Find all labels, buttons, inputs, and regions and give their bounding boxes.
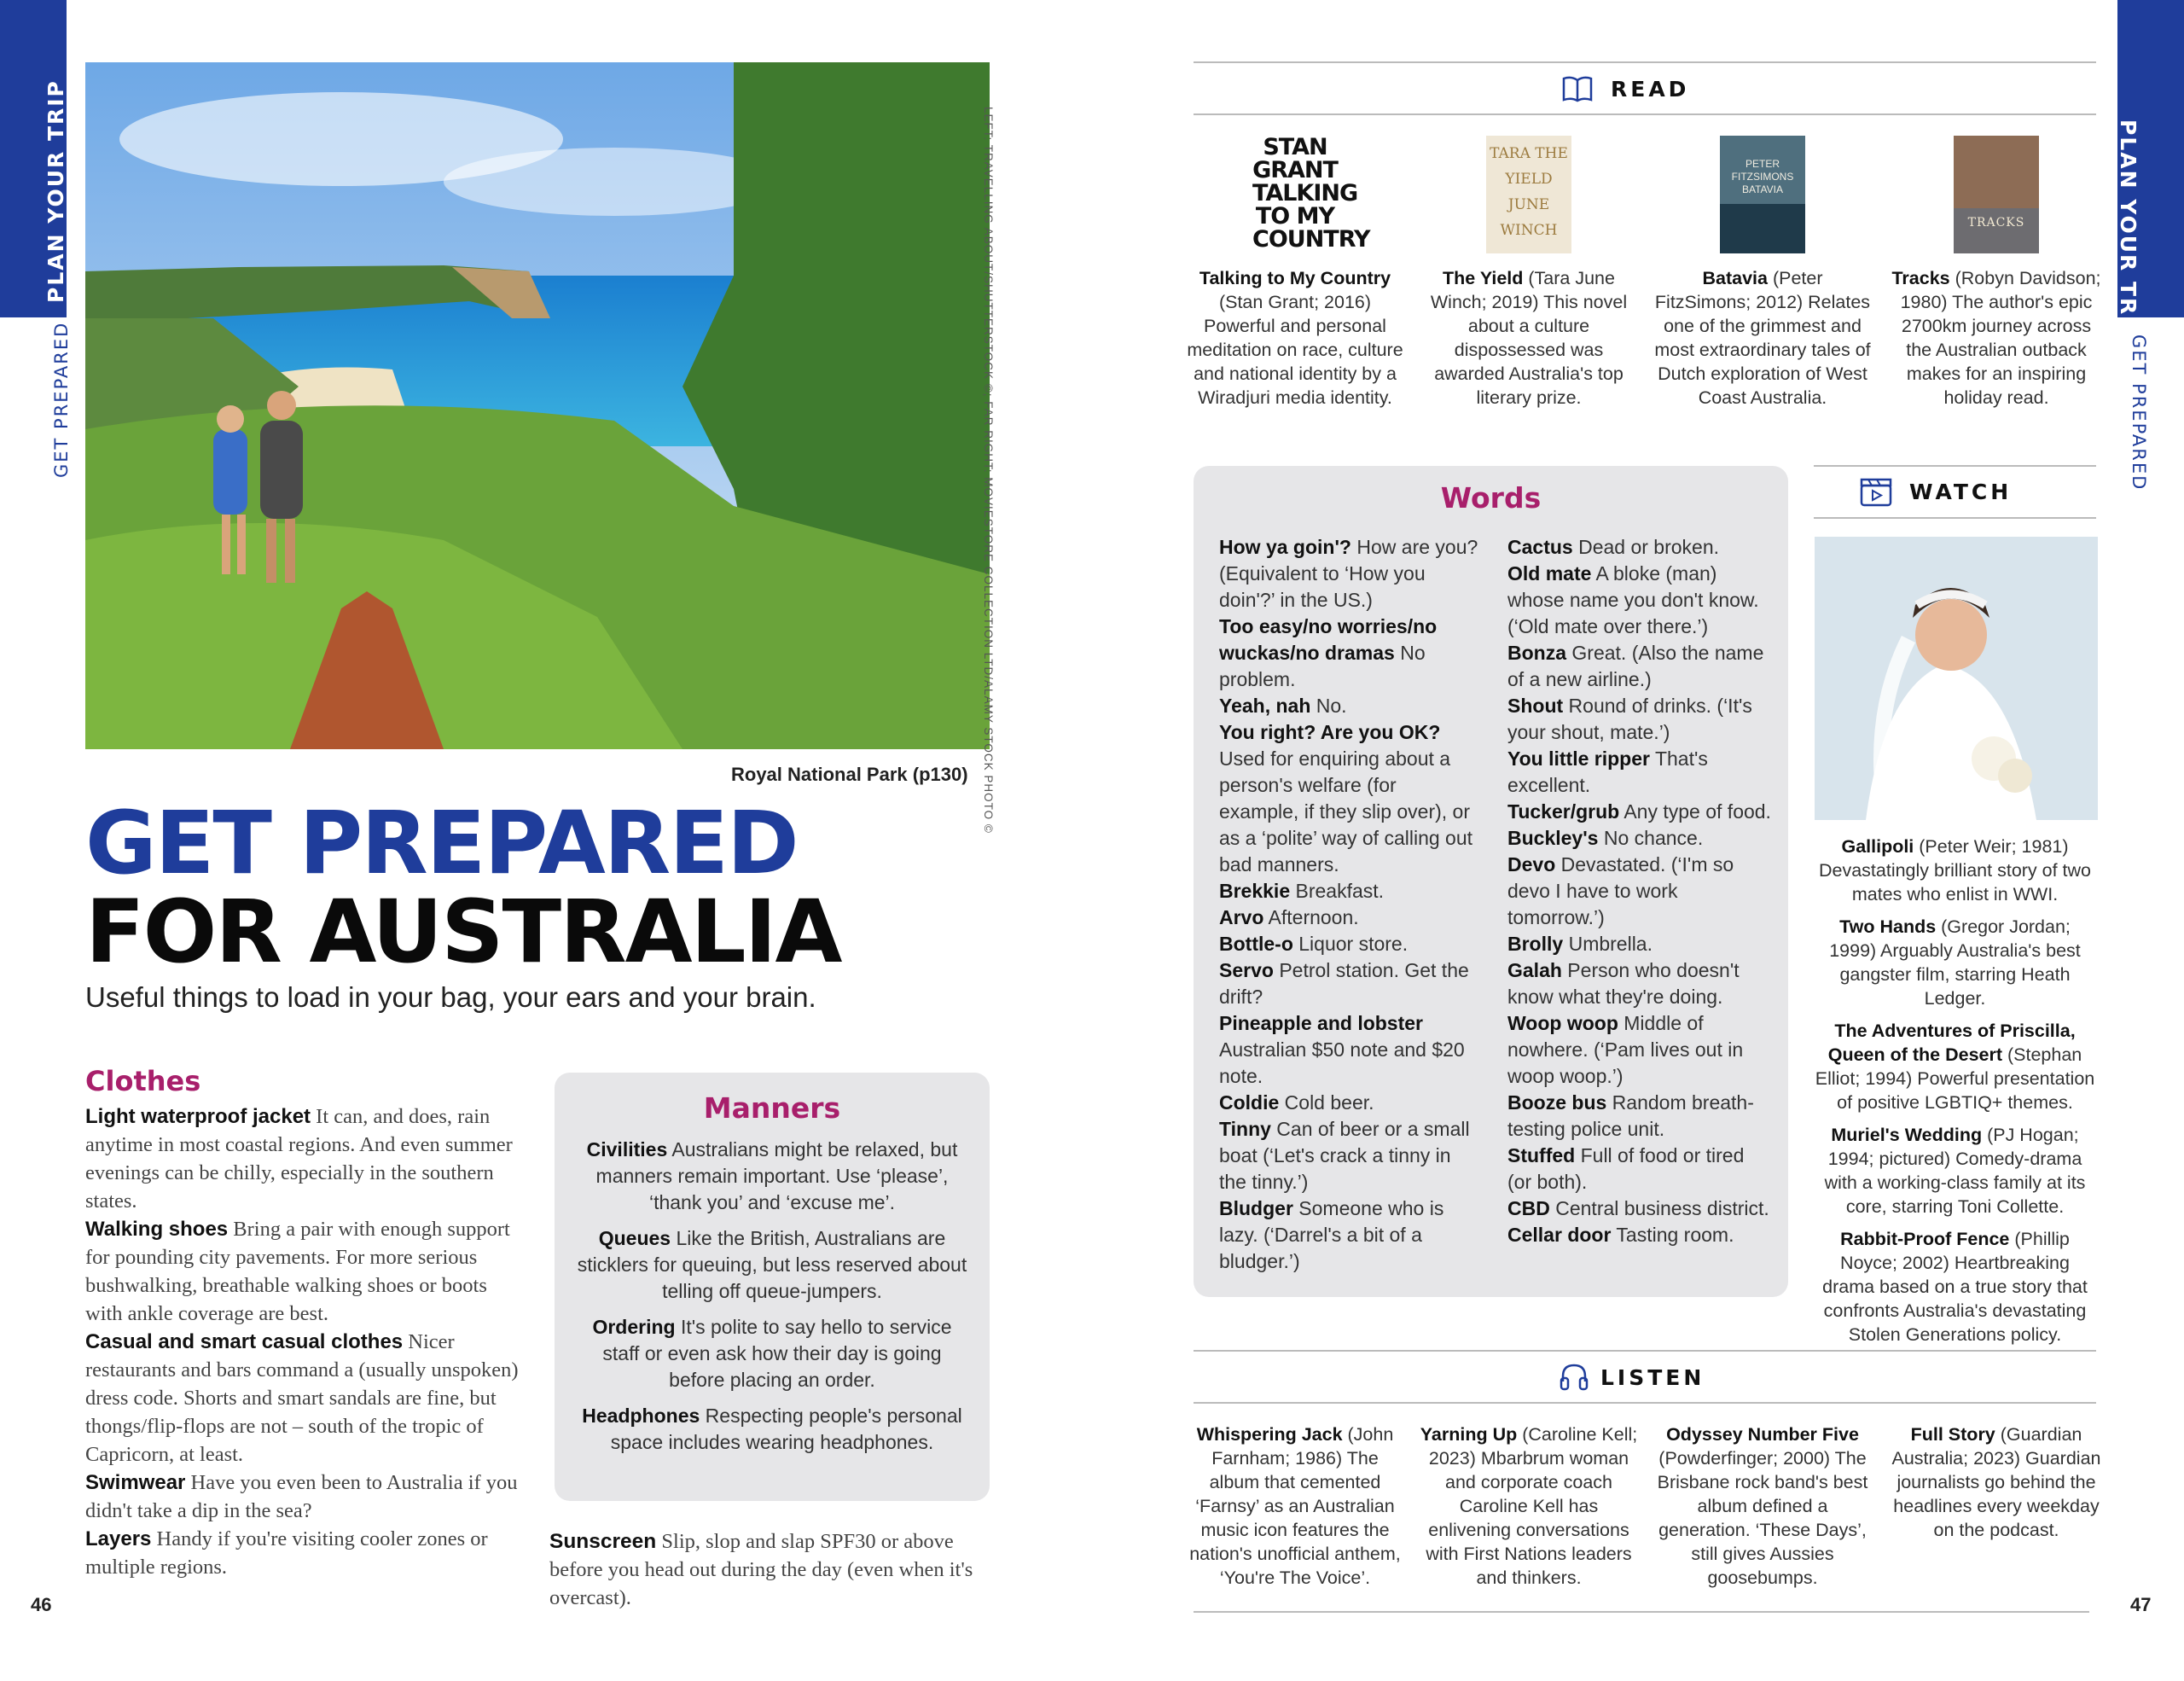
cover-text: TARA THE YIELD JUNE WINCH — [1490, 145, 1568, 239]
word-text: A bloke (man) whose name you don't know. (‘Old mate over there.’) — [1507, 562, 1759, 637]
word-entry — [1219, 1010, 1479, 1090]
page-number-right: 47 — [2130, 1594, 2152, 1615]
word-term: Galah — [1507, 959, 1562, 981]
word-term: Brolly — [1507, 933, 1564, 955]
word-entry — [1507, 931, 1772, 957]
word-text: Umbrella. — [1563, 933, 1653, 955]
word-term: Yeah, nah — [1219, 695, 1311, 717]
listen-entry — [1653, 1422, 1873, 1590]
manners-text: It's polite to say hello to service staff or even ask how their day is going before placing an order. — [602, 1316, 952, 1391]
book-title: The Yield — [1443, 268, 1524, 288]
word-text: Tasting room. — [1611, 1224, 1734, 1246]
film-text: (Peter Weir; 1981) Devastatingly brilliant story of two mates who enlist in WWI. — [1818, 836, 2092, 904]
clothes-term: Swimwear — [85, 1471, 186, 1494]
book-entry — [1419, 266, 1639, 410]
muriels-wedding-still — [1815, 537, 2098, 820]
word-entry — [1219, 693, 1479, 719]
watch-list — [1814, 835, 2096, 1355]
word-text: That's excellent. — [1507, 747, 1708, 796]
word-term: Cellar door — [1507, 1224, 1612, 1246]
bride-illustration — [1815, 537, 2098, 820]
word-text: Great. (Also the name of a new airline.) — [1507, 642, 1764, 690]
word-entry — [1507, 693, 1772, 746]
word-text: No problem. — [1219, 642, 1426, 690]
word-term: Brekkie — [1219, 880, 1291, 902]
manners-text: Like the British, Australians are sticklers for queuing, but less reserved about telling off queue-jumpers. — [577, 1227, 967, 1302]
word-entry — [1507, 1010, 1772, 1090]
word-text: Central business district. — [1549, 1197, 1769, 1219]
word-entry — [1507, 1195, 1772, 1222]
word-entry — [1507, 1090, 1772, 1143]
word-term: Coldie — [1219, 1091, 1280, 1114]
film-title: Rabbit-Proof Fence — [1840, 1229, 2010, 1249]
watch-top-rule — [1814, 465, 2096, 467]
word-term: Buckley's — [1507, 827, 1599, 849]
word-entry — [1219, 931, 1479, 957]
clothes-text: It can, and does, rain anytime in most coastal regions. And even summer evenings can be chilly, especially in the southern states. — [85, 1105, 513, 1213]
manners-term: Queues — [598, 1227, 671, 1249]
word-entry — [1219, 1090, 1479, 1116]
film-title: Two Hands — [1839, 916, 1937, 937]
film-title: Gallipoli — [1841, 836, 1914, 857]
words-column-2 — [1507, 534, 1772, 1248]
word-entry — [1507, 799, 1772, 825]
word-text: Random breath-testing police unit. — [1507, 1091, 1754, 1140]
listen-entry — [1886, 1422, 2106, 1542]
book-text: (Robyn Davidson; 1980) The author's epic 2700km journey across the Australian outback makes for an inspiring holiday read. — [1900, 268, 2101, 408]
word-term: Woop woop — [1507, 1012, 1618, 1034]
film-text: (Phillip Noyce; 2002) Heartbreaking drama based on a true story that confronts Australia's devastating Stolen Generations policy. — [1822, 1229, 2088, 1345]
film-entry — [1814, 1019, 2096, 1114]
manners-term: Civilities — [586, 1138, 668, 1160]
word-entry — [1219, 719, 1479, 878]
word-entry — [1507, 1143, 1772, 1195]
book-cover-talking-to-my-country — [1252, 134, 1370, 253]
word-text: Petrol station. Get the drift? — [1219, 959, 1469, 1008]
clothes-item — [85, 1102, 529, 1215]
word-entry — [1219, 1116, 1479, 1195]
page-title-line-2: FOR AUSTRALIA — [85, 881, 841, 983]
clothes-section — [85, 1065, 529, 1581]
word-term: Stuffed — [1507, 1144, 1576, 1166]
word-entry — [1507, 1222, 1772, 1248]
right-side-tab — [2116, 0, 2184, 343]
clothes-text: Handy if you're visiting cooler zones or multiple regions. — [85, 1527, 488, 1579]
word-term: Too easy/no worries/no wuckas/no dramas — [1219, 615, 1438, 664]
book-cover-the-yield — [1486, 136, 1571, 253]
clapperboard-icon — [1859, 475, 1893, 508]
clothes-term: Casual and smart casual clothes — [85, 1330, 404, 1353]
right-tab-main-label: PLAN YOUR TRIP — [2116, 119, 2140, 343]
word-text: Breakfast. — [1290, 880, 1385, 902]
watch-label: WATCH — [1909, 480, 2013, 504]
book-text: (Peter FitzSimons; 2012) Relates one of the grimmest and most extraordinary tales of Dutch exploration of West Coast Australia. — [1654, 268, 1871, 408]
word-entry — [1507, 534, 1772, 561]
word-term: CBD — [1507, 1197, 1550, 1219]
manners-item — [577, 1314, 967, 1393]
word-entry — [1219, 614, 1479, 693]
word-text: Afternoon. — [1263, 906, 1359, 928]
page-title-line-1: GET PREPARED — [85, 793, 798, 894]
word-text: How are you? (Equivalent to ‘How you doin'?’ in the US.) — [1219, 536, 1478, 611]
cover-photo — [1954, 136, 2039, 208]
film-entry — [1814, 1123, 2096, 1219]
word-entry — [1507, 825, 1772, 852]
listen-title: Odyssey Number Five — [1666, 1424, 1859, 1445]
left-tab-sub-label: GET PREPARED — [51, 321, 72, 478]
film-entry — [1814, 835, 2096, 906]
word-term: Bludger — [1219, 1197, 1293, 1219]
words-column-1 — [1219, 534, 1479, 1275]
clothes-item — [85, 1525, 529, 1581]
word-entry — [1219, 878, 1479, 904]
word-text: Devastated. (‘I'm so devo I have to work tomorrow.’) — [1507, 853, 1734, 928]
word-term: Booze bus — [1507, 1091, 1607, 1114]
listen-entry — [1185, 1422, 1405, 1590]
sunscreen-text: Slip, slop and slap SPF30 or above before you head out during the day (even when it's overcast). — [549, 1530, 973, 1609]
book-text: (Tara June Winch; 2019) This novel about a culture dispossessed was awarded Australia's top literary prize. — [1430, 268, 1628, 408]
film-text: (Gregor Jordan; 1999) Arguably Australia's best gangster film, starring Heath Ledger. — [1829, 916, 2081, 1009]
film-title: The Adventures of Priscilla, Queen of the Desert — [1827, 1021, 2076, 1065]
watch-bottom-rule — [1814, 517, 2096, 519]
word-text: Round of drinks. (‘It's your shout, mate.’) — [1507, 695, 1752, 743]
word-term: How ya goin'? — [1219, 536, 1351, 558]
film-text: (PJ Hogan; 1994; pictured) Comedy-drama with a working-class family at its core, starring Toni Collette. — [1824, 1125, 2086, 1217]
clothes-item — [85, 1469, 529, 1525]
word-text: No chance. — [1598, 827, 1704, 849]
listen-top-rule — [1194, 1350, 2096, 1352]
word-text: No. — [1310, 695, 1347, 717]
word-text: Person who doesn't know what they're doing. — [1507, 959, 1740, 1008]
word-entry — [1507, 640, 1772, 693]
word-entry — [1219, 904, 1479, 931]
word-text: Someone who is lazy. (‘Darrel's a bit of a bludger.’) — [1219, 1197, 1444, 1272]
listen-text: (Guardian Australia; 2023) Guardian journalists go behind the headlines every weekday on the podcast. — [1891, 1424, 2101, 1540]
left-tab-main-label: PLAN YOUR TRIP — [44, 79, 68, 303]
word-term: Bottle-o — [1219, 933, 1293, 955]
manners-item — [577, 1225, 967, 1305]
word-text: Can of beer or a small boat (‘Let's crack a tinny in the tinny.’) — [1219, 1118, 1470, 1193]
word-entry — [1507, 957, 1772, 1010]
word-entry — [1219, 1195, 1479, 1275]
listen-text: (Powderfinger; 2000) The Brisbane rock band's best album defined a generation. ‘These Days’, still gives Aussies goosebumps. — [1657, 1448, 1868, 1588]
word-entry — [1507, 852, 1772, 931]
word-text: Australian $50 note and $20 note. — [1219, 1038, 1465, 1087]
cover-text: STAN GRANT TALKING TO MY COUNTRY — [1252, 134, 1370, 253]
word-text: Full of food or tired (or both). — [1507, 1144, 1745, 1193]
word-term: You little ripper — [1507, 747, 1650, 770]
book-cover-tracks — [1954, 136, 2039, 253]
listen-end-rule — [1194, 1611, 2089, 1613]
clothes-text: Bring a pair with enough support for pounding city pavements. For more serious bushwalking, breathable walking shoes or boots with ankle coverage are best. — [85, 1218, 510, 1325]
book-cover-batavia — [1720, 136, 1805, 253]
manners-term: Ordering — [592, 1316, 676, 1338]
word-text: Used for enquiring about a person's welfare (for example, if they slip over), or as a ‘polite’ way of calling out bad manners. — [1219, 747, 1473, 875]
cover-text: TRACKS — [1967, 216, 2025, 230]
book-title: Batavia — [1702, 268, 1768, 288]
royal-national-park-photo — [85, 62, 990, 749]
manners-text: Respecting people's personal space includes wearing headphones. — [610, 1405, 962, 1453]
book-icon — [1561, 74, 1594, 103]
word-term: Shout — [1507, 695, 1564, 717]
film-text: (Stephan Elliot; 1994) Powerful presentation of positive LGBTIQ+ themes. — [1815, 1044, 2095, 1113]
sunscreen-item — [549, 1527, 1010, 1612]
photo-caption: Royal National Park (p130) — [731, 764, 968, 785]
listen-text: (Caroline Kell; 2023) Mbarbrum woman and corporate coach Caroline Kell has enlivening conversations with First Nations leaders and thinkers. — [1426, 1424, 1638, 1588]
word-term: Pineapple and lobster — [1219, 1012, 1423, 1034]
words-panel — [1194, 466, 1788, 1297]
clothes-item — [85, 1328, 529, 1469]
manners-term: Headphones — [582, 1405, 700, 1427]
page-number-left: 46 — [31, 1594, 52, 1615]
word-entry — [1507, 561, 1772, 640]
listen-title: Full Story — [1910, 1424, 1995, 1445]
word-text: Middle of nowhere. (‘Pam lives out in woop woop.’) — [1507, 1012, 1744, 1087]
manners-heading: Manners — [703, 1091, 841, 1125]
listen-bottom-rule — [1194, 1402, 2096, 1404]
word-term: Tinny — [1219, 1118, 1271, 1140]
word-entry — [1219, 957, 1479, 1010]
listen-title: Yarning Up — [1420, 1424, 1518, 1445]
book-title: Tracks — [1891, 268, 1950, 288]
word-entry — [1219, 534, 1479, 614]
listen-text: (John Farnham; 1986) The album that cemented ‘Farnsy’ as an Australian music icon features the nation's unofficial anthem, ‘You're The Voice’. — [1189, 1424, 1401, 1588]
read-bottom-rule — [1194, 113, 2096, 115]
manners-text: Australians might be relaxed, but manners remain important. Use ‘please’, ‘thank you’ and ‘excuse me’. — [595, 1138, 958, 1213]
word-text: Cold beer. — [1279, 1091, 1374, 1114]
word-term: Cactus — [1507, 536, 1573, 558]
manners-item — [577, 1137, 967, 1216]
word-text: Liquor store. — [1292, 933, 1409, 955]
listen-title: Whispering Jack — [1196, 1424, 1343, 1445]
cover-text: PETER FITZSIMONS BATAVIA — [1731, 158, 1794, 195]
word-term: Servo — [1219, 959, 1274, 981]
word-term: Devo — [1507, 853, 1556, 875]
clothes-heading: Clothes — [85, 1065, 201, 1097]
clothes-text: Nicer restaurants and bars command a (usually unspoken) dress code. Shorts and smart sandals are fine, but thongs/flip-flops are not – south of the tropic of Capricorn, at least. — [85, 1330, 519, 1466]
cover-sea — [1720, 204, 1805, 253]
book-text: (Stan Grant; 2016) Powerful and personal meditation on race, culture and national identity by a Wiradjuri media identity. — [1187, 292, 1403, 408]
left-side-tab — [0, 0, 67, 317]
book-entry — [1886, 266, 2106, 410]
film-title: Muriel's Wedding — [1831, 1125, 1983, 1145]
words-heading: Words — [1440, 481, 1542, 515]
clothes-term: Light waterproof jacket — [85, 1105, 311, 1128]
book-entry — [1653, 266, 1873, 410]
clothes-item — [85, 1215, 529, 1328]
landscape-illustration — [85, 62, 990, 749]
manners-item — [577, 1403, 967, 1456]
word-term: Tucker/grub — [1507, 800, 1620, 823]
listen-entry — [1419, 1422, 1639, 1590]
word-text: Any type of food. — [1619, 800, 1771, 823]
word-term: Arvo — [1219, 906, 1264, 928]
page-subtitle: Useful things to load in your bag, your ears and your brain. — [85, 981, 816, 1013]
clothes-text: Have you even been to Australia if you didn't take a dip in the sea? — [85, 1471, 518, 1522]
film-entry — [1814, 915, 2096, 1010]
book-title: Talking to My Country — [1199, 268, 1391, 288]
listen-label: LISTEN — [1600, 1365, 1705, 1390]
book-entry — [1185, 266, 1405, 410]
word-text: Dead or broken. — [1572, 536, 1720, 558]
photo-credit: LEFT: TRAVELLING ABOUT/SHUTTERSTOCK ©; FAR RIGHT: MOVIESTORE COLLECTION LTD/ALAMY STOCK PHOTO © — [982, 107, 995, 834]
word-term: Old mate — [1507, 562, 1592, 585]
film-entry — [1814, 1227, 2096, 1347]
read-label: READ — [1611, 77, 1690, 102]
word-entry — [1507, 746, 1772, 799]
right-tab-sub-label: GET PREPARED — [2129, 334, 2149, 492]
read-top-rule — [1194, 61, 2096, 63]
manners-panel — [555, 1073, 990, 1501]
headphones-icon — [1559, 1361, 1589, 1392]
clothes-term: Layers — [85, 1527, 152, 1550]
word-term: Bonza — [1507, 642, 1566, 664]
sunscreen-term: Sunscreen — [549, 1530, 657, 1553]
word-term: You right? Are you OK? — [1219, 721, 1441, 743]
clothes-term: Walking shoes — [85, 1218, 229, 1241]
